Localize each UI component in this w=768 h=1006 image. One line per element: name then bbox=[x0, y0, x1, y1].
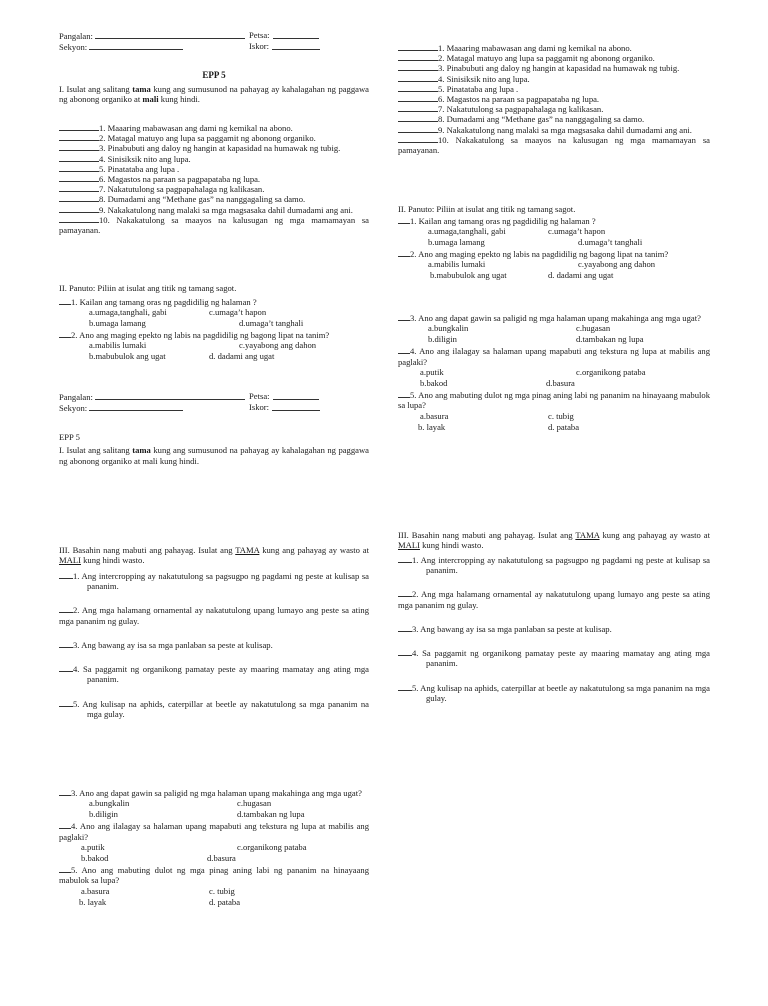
part3-block bbox=[398, 530, 710, 703]
question: 4. Ano ang ilalagay sa halaman upang mapabuti ang tekstura ng lupa at mabilis ang paglaki? bbox=[398, 346, 710, 367]
part1-instructions: I. Isulat ang salitang tama kung ang sumusunod na pahayag ay kahalagahan ng paggawa ng abonong organiko at mali kung hindi. bbox=[59, 83, 369, 105]
question: 1. Kailan ang tamang oras ng pagdidilig ng halaman ? bbox=[410, 216, 596, 227]
choice-a: a.umaga,tanghali, gabi bbox=[428, 226, 506, 237]
choice-b: b.diligin bbox=[89, 809, 118, 820]
list-item: 9. Nakakatulong nang malaki sa mga magsasaka dahil dumadami ang ani. bbox=[99, 204, 353, 215]
choice-c: c.umaga’t hapon bbox=[209, 307, 267, 318]
choice-a: a.basura bbox=[81, 885, 110, 896]
answer-blank[interactable] bbox=[59, 296, 71, 305]
answer-blank[interactable] bbox=[398, 73, 438, 82]
answer-blank[interactable] bbox=[59, 787, 71, 796]
answer-blank[interactable] bbox=[59, 864, 71, 873]
list-item: 4. Sa paggamit ng organikong pamatay peste ay maaring mamatay ang ating mga pananim. bbox=[73, 663, 369, 685]
list-item: 2. Matagal matuyo ang lupa sa paggamit ng abonong organiko. bbox=[438, 53, 655, 64]
choice-a: a.mabilis lumaki bbox=[428, 259, 486, 270]
petsa-field[interactable] bbox=[273, 391, 319, 400]
list-item: 4. Sinisiksik nito ang lupa. bbox=[99, 153, 191, 164]
answer-blank[interactable] bbox=[59, 820, 71, 829]
choice-b: b.bakod bbox=[420, 377, 448, 388]
answer-blank[interactable] bbox=[59, 132, 99, 141]
answer-blank[interactable] bbox=[398, 124, 438, 133]
question: 2. Ano ang maging epekto ng labis na pagdidilig ng bagong lipat na tanim? bbox=[410, 249, 669, 260]
header-block bbox=[59, 391, 369, 413]
question: 2. Ano ang maging epekto ng labis na pagdidilig ng bagong lipat na tanim? bbox=[71, 330, 330, 341]
answer-blank[interactable] bbox=[398, 215, 410, 224]
list-item: 1. Ang intercropping ay nakatutulong sa pagsugpo ng pagdami ng peste at kulisap sa pananim. bbox=[73, 570, 369, 591]
answer-blank[interactable] bbox=[398, 103, 438, 112]
part2-block bbox=[398, 204, 710, 281]
pangalan-label: Pangalan: bbox=[59, 31, 93, 41]
answer-blank[interactable] bbox=[59, 142, 99, 151]
list-item: 3. Ang bawang ay isa sa mga panlaban sa peste at kulisap. bbox=[412, 623, 612, 634]
answer-blank[interactable] bbox=[398, 623, 412, 632]
choice-c: c. tubig bbox=[209, 885, 235, 896]
list-item: 1. Ang intercropping ay nakatutulong sa pagsugpo ng pagdami ng peste at kulisap sa pananim. bbox=[412, 554, 710, 575]
choice-c: c.organikong pataba bbox=[576, 366, 646, 377]
list-item: 2. Matagal matuyo ang lupa sa paggamit ng abonong organiko. bbox=[99, 133, 316, 144]
pangalan-field[interactable] bbox=[95, 30, 245, 39]
part1-list bbox=[59, 122, 369, 235]
answer-blank[interactable] bbox=[398, 248, 410, 257]
answer-blank[interactable] bbox=[59, 663, 73, 672]
question: 5. Ano ang mabuting dulot ng mga pinag aning labi ng pananim na hinayaang mabulok sa lupa? bbox=[59, 864, 369, 886]
answer-blank[interactable] bbox=[398, 93, 438, 102]
list-item: 6. Magastos na paraan sa pagpapataba ng lupa. bbox=[438, 93, 600, 104]
part3-instructions: III. Basahin nang mabuti ang pahayag. Isulat ang TAMA kung ang pahayag ay wasto at MALI kung hindi wasto. bbox=[398, 530, 710, 551]
answer-blank[interactable] bbox=[59, 329, 71, 338]
iskor-label: Iskor: bbox=[249, 41, 270, 51]
choice-b: b.umaga lamang bbox=[89, 318, 146, 329]
choice-c: c.yayabong ang dahon bbox=[239, 340, 317, 351]
answer-blank[interactable] bbox=[398, 52, 438, 61]
answer-blank[interactable] bbox=[398, 588, 412, 597]
sekyon-label: Sekyon: bbox=[59, 403, 88, 413]
choice-d: d.tambakan ng lupa bbox=[576, 334, 644, 345]
choice-c: c.yayabong ang dahon bbox=[578, 259, 656, 270]
answer-blank[interactable] bbox=[59, 570, 73, 579]
choice-a: a.umaga,tanghali, gabi bbox=[89, 307, 167, 318]
choice-c: c.organikong pataba bbox=[237, 841, 307, 852]
choice-c: c.hugasan bbox=[576, 323, 611, 334]
answer-blank[interactable] bbox=[59, 639, 73, 648]
list-item: 4. Sinisiksik nito ang lupa. bbox=[438, 73, 530, 84]
answer-blank[interactable] bbox=[59, 698, 73, 707]
answer-blank[interactable] bbox=[398, 682, 412, 691]
question: 3. Ano ang dapat gawin sa paligid ng mga halaman upang makahinga ang mga ugat? bbox=[71, 788, 362, 798]
answer-blank[interactable] bbox=[398, 134, 438, 143]
choice-a: a.mabilis lumaki bbox=[89, 340, 147, 351]
choice-b: b.umaga lamang bbox=[428, 237, 485, 248]
choice-b: b.bakod bbox=[81, 852, 109, 863]
answer-blank[interactable] bbox=[59, 204, 99, 213]
choice-d: d.basura bbox=[546, 377, 575, 388]
choice-d: d.basura bbox=[207, 852, 236, 863]
page-title: EPP 5 bbox=[202, 70, 226, 80]
list-item: 5. Pinatataba ang lupa . bbox=[438, 83, 519, 94]
sekyon-field[interactable] bbox=[89, 41, 183, 50]
part2-cont-block bbox=[398, 312, 710, 433]
list-item: 8. Dumadami ang “Methane gas” na nanggagaling sa damo. bbox=[438, 114, 645, 125]
list-item: 2. Ang mga halamang ornamental ay nakatutulong upang lumayo ang peste sa ating mga pananim ng gulay. bbox=[398, 589, 710, 610]
answer-blank[interactable] bbox=[59, 604, 73, 613]
choice-d: d.umaga’t tanghali bbox=[578, 237, 643, 248]
answer-blank[interactable] bbox=[59, 173, 99, 182]
part1-instructions: I. Isulat ang salitang tama kung ang sumusunod na pahayag ay kahalagahan ng paggawa ng abonong organiko at mali kung hindi. bbox=[59, 445, 369, 466]
list-item: 5. Pinatataba ang lupa . bbox=[99, 163, 180, 174]
answer-blank[interactable] bbox=[398, 62, 438, 71]
question: 3. Ano ang dapat gawin sa paligid ng mga halaman upang makahinga ang mga ugat? bbox=[410, 313, 701, 323]
choice-b: b.mabubulok ang ugat bbox=[430, 270, 507, 281]
answer-blank[interactable] bbox=[398, 83, 438, 92]
choice-d: d.umaga’t tanghali bbox=[239, 318, 304, 329]
answer-blank[interactable] bbox=[59, 122, 99, 131]
pangalan-field[interactable] bbox=[95, 391, 245, 400]
choice-b: b. layak bbox=[79, 896, 107, 907]
choice-a: a.bungkalin bbox=[428, 323, 469, 334]
part2-instructions: II. Panuto: Piliin at isulat ang titik ng tamang sagot. bbox=[59, 283, 237, 293]
choice-d: d. dadami ang ugat bbox=[209, 351, 275, 362]
list-item: 9. Nakakatulong nang malaki sa mga magsasaka dahil dumadami ang ani. bbox=[438, 124, 692, 135]
list-item: 7. Nakatutulong sa pagpapahalaga ng kalikasan. bbox=[99, 184, 265, 195]
part2-cont-block bbox=[59, 787, 369, 908]
choice-d: d.tambakan ng lupa bbox=[237, 809, 305, 820]
pangalan-label: Pangalan: bbox=[59, 392, 93, 402]
answer-blank[interactable] bbox=[398, 312, 410, 321]
answer-blank[interactable] bbox=[398, 647, 412, 656]
list-item: 6. Magastos na paraan sa pagpapataba ng lupa. bbox=[99, 173, 261, 184]
question: 4. Ano ang ilalagay sa halaman upang mapabuti ang tekstura ng lupa at mabilis ang paglaki? bbox=[59, 821, 369, 842]
answer-blank[interactable] bbox=[398, 389, 410, 398]
choice-c: c. tubig bbox=[548, 410, 574, 421]
answer-blank[interactable] bbox=[59, 153, 99, 162]
petsa-field[interactable] bbox=[273, 30, 319, 39]
part3-instructions: III. Basahin nang mabuti ang pahayag. Isulat ang TAMA kung ang pahayag ay wasto at MALI kung hindi wasto. bbox=[59, 545, 369, 566]
right-column bbox=[398, 42, 710, 742]
choice-b: b.diligin bbox=[428, 334, 457, 345]
question: 1. Kailan ang tamang oras ng pagdidilig ng halaman ? bbox=[71, 297, 257, 308]
choice-d: d. dadami ang ugat bbox=[548, 270, 614, 281]
list-item: 10. Nakakatulong sa maayos na kalusugan ng mga mamamayan sa pamayanan. bbox=[398, 134, 710, 155]
list-item: 5. Ang kulisap na aphids, caterpillar at beetle ay nakatutulong sa mga pananim na mga gulay. bbox=[73, 698, 369, 719]
question: 5. Ano ang mabuting dulot ng mga pinag aning labi ng pananim na hinayaang mabulok sa lupa? bbox=[398, 389, 710, 411]
page-title: EPP 5 bbox=[59, 432, 80, 442]
answer-blank[interactable] bbox=[398, 345, 410, 354]
choice-c: c.hugasan bbox=[237, 798, 272, 809]
sekyon-label: Sekyon: bbox=[59, 42, 88, 52]
list-item: 3. Pinabubuti ang daloy ng hangin at kapasidad na humawak ng tubig. bbox=[99, 143, 341, 154]
iskor-field[interactable] bbox=[272, 402, 320, 411]
list-item: 5. Ang kulisap na aphids, caterpillar at beetle ay nakatutulong sa mga pananim na mga gulay. bbox=[412, 682, 710, 703]
answer-blank[interactable] bbox=[59, 183, 99, 192]
answer-blank[interactable] bbox=[59, 163, 99, 172]
part2-block bbox=[59, 283, 369, 362]
list-item: 3. Ang bawang ay isa sa mga panlaban sa peste at kulisap. bbox=[73, 639, 273, 650]
list-item: 3. Pinabubuti ang daloy ng hangin at kapasidad na humawak ng tubig. bbox=[438, 63, 680, 74]
choice-d: d. pataba bbox=[548, 421, 580, 432]
choice-a: a.basura bbox=[420, 410, 449, 421]
sekyon-field[interactable] bbox=[89, 402, 183, 411]
petsa-label: Petsa: bbox=[249, 30, 270, 40]
list-item: 1. Maaaring mabawasan ang dami ng kemikal na abono. bbox=[99, 123, 293, 133]
list-item: 4. Sa paggamit ng organikong pamatay peste ay maaring mamatay ang ating mga pananim. bbox=[412, 647, 710, 669]
choice-a: a.putik bbox=[81, 841, 105, 852]
choice-c: c.umaga’t hapon bbox=[548, 226, 606, 237]
answer-blank[interactable] bbox=[398, 113, 438, 122]
petsa-label: Petsa: bbox=[249, 391, 270, 401]
list-item: 8. Dumadami ang “Methane gas” na nanggagaling sa damo. bbox=[99, 194, 306, 205]
left-column bbox=[59, 30, 369, 990]
header-block bbox=[59, 30, 369, 52]
list-item: 10. Nakakatulong sa maayos na kalusugan ng mga mamamayan sa pamayanan. bbox=[59, 214, 369, 235]
choice-d: d. pataba bbox=[209, 896, 241, 907]
answer-blank[interactable] bbox=[59, 193, 99, 202]
choice-b: b. layak bbox=[418, 421, 446, 432]
choice-a: a.bungkalin bbox=[89, 798, 130, 809]
iskor-label: Iskor: bbox=[249, 402, 270, 412]
choice-b: b.mabubulok ang ugat bbox=[89, 351, 166, 362]
list-item: 1. Maaaring mabawasan ang dami ng kemikal na abono. bbox=[438, 43, 632, 53]
choice-a: a.putik bbox=[420, 366, 444, 377]
part3-block bbox=[59, 545, 369, 719]
part2-instructions: II. Panuto: Piliin at isulat ang titik ng tamang sagot. bbox=[398, 204, 576, 214]
answer-blank[interactable] bbox=[398, 42, 438, 51]
list-item: 7. Nakatutulong sa pagpapahalaga ng kalikasan. bbox=[438, 104, 604, 115]
iskor-field[interactable] bbox=[272, 41, 320, 50]
answer-blank[interactable] bbox=[59, 214, 99, 223]
list-item: 2. Ang mga halamang ornamental ay nakatutulong upang lumayo ang peste sa ating mga pananim ng gulay. bbox=[59, 605, 369, 626]
part1-list bbox=[398, 42, 710, 155]
answer-blank[interactable] bbox=[398, 554, 412, 563]
